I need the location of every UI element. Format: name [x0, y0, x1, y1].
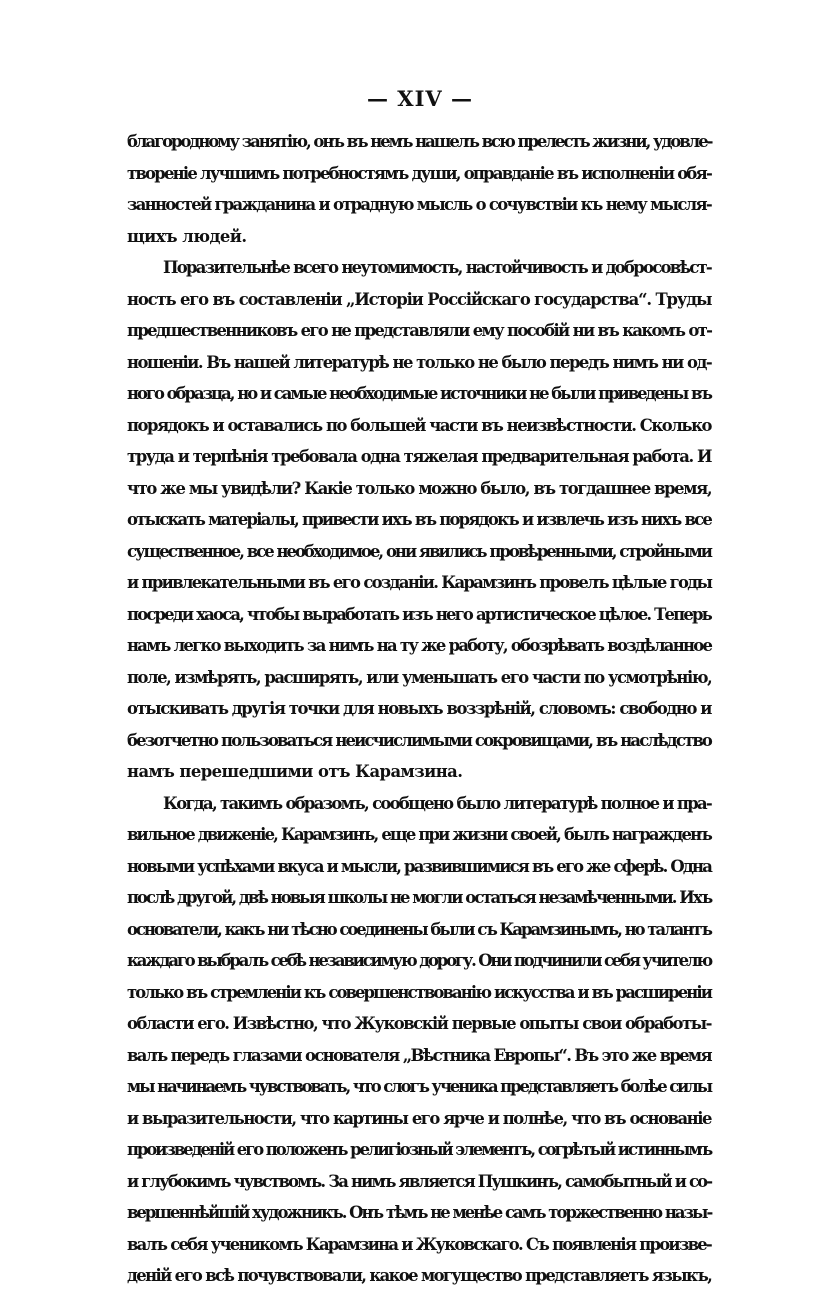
- text-line: порядокъ и оставались по большей части въ неизвѣстности. Сколько: [127, 415, 711, 435]
- text-line: послѣ другой, двѣ новыя школы не могли остаться незамѣченными. Ихъ: [127, 888, 712, 907]
- text-line: занностей гражданина и отрадную мысль о сочувствіи къ нему мысля-: [127, 195, 711, 214]
- text-line: поле, измѣрять, расширять, или уменьшать его части по усмотрѣнію,: [127, 667, 712, 687]
- text-line: вильное движеніе, Карамзинъ, еще при жизни своей, былъ награжденъ: [127, 825, 711, 844]
- text-line: предшественниковъ его не представляли ему пособій ни въ какомъ от-: [127, 321, 712, 340]
- text-line: отыскать матеріалы, привести ихъ въ порядокъ и извлечь изъ нихъ все: [127, 510, 711, 529]
- text-line: ность его въ составленіи „Исторіи Россійскаго государства“. Труды: [127, 289, 712, 309]
- text-line: валъ передъ глазами основателя „Вѣстника Европы“. Въ это же время: [127, 1045, 711, 1065]
- text-line: что же мы увидѣли? Какіе только можно было, въ тогдашнее время,: [127, 478, 712, 498]
- text-line: безотчетно пользоваться неисчислимыми сокровищами, въ наслѣдство: [127, 730, 711, 750]
- text-line: валъ себя ученикомъ Карамзина и Жуковскаго. Съ появленія произве-: [127, 1234, 711, 1254]
- text-line: новыми успѣхами вкуса и мысли, развившимися въ его же сферѣ. Одна: [127, 856, 711, 876]
- text-line: мы начинаемъ чувствовать, что слогъ ученика представляетъ болѣе силы: [127, 1077, 711, 1096]
- paragraph-3: [127, 788, 711, 1292]
- text-line: деній его всѣ почувствовали, какое могущество представляетъ языкъ,: [127, 1266, 712, 1285]
- text-line: посреди хаоса, чтобы выработать изъ него артистическое цѣлое. Теперь: [127, 604, 711, 624]
- text-line: и выразительности, что картины его ярче и полнѣе, что въ основаніе: [127, 1108, 711, 1128]
- text-line: и привлекательными въ его созданіи. Карамзинъ провелъ цѣлые годы: [127, 573, 712, 592]
- text-line: твореніе лучшимъ потребностямъ души, оправданіе въ исполненіи обя-: [127, 163, 711, 183]
- text-line: области его. Извѣстно, что Жуковскій первые опыты свои обработы-: [127, 1014, 711, 1033]
- text-line: существенное, все необходимое, они явились провѣренными, стройными: [127, 541, 711, 561]
- paragraph-2: [127, 252, 711, 788]
- text-line: каждаго выбралъ себѣ независимую дорогу. Они подчинили себя учителю: [127, 951, 711, 970]
- text-line: труда и терпѣнія требовала одна тяжелая предварительная работа. И: [127, 447, 712, 466]
- text-line: отыскивать другія точки для новыхъ воззрѣній, словомъ: свободно и: [127, 699, 711, 718]
- text-line: намъ перешедшими отъ Карамзина.: [127, 762, 463, 781]
- text-line: благородному занятію, онъ въ немъ нашелъ всю прелесть жизни, удовле-: [127, 132, 712, 151]
- body-text: [127, 126, 711, 1292]
- paragraph-1: [127, 126, 711, 252]
- text-line: только въ стремленіи къ совершенствованію искусства и въ расширеніи: [127, 982, 711, 1002]
- text-line: произведеній его положенъ религіозный элементъ, согрѣтый истиннымъ: [127, 1140, 712, 1159]
- text-line: Когда, такимъ образомъ, сообщено было литературѣ полное и пра-: [163, 793, 711, 813]
- page-number: — XIV —: [366, 86, 474, 111]
- text-line: вершеннѣйшій художникъ. Онъ тѣмъ не менѣе самъ торжественно назы-: [127, 1203, 712, 1222]
- text-line: намъ легко выходить за нимъ на ту же работу, обозрѣвать воздѣланное: [127, 636, 712, 655]
- text-line: щихъ людей.: [127, 226, 247, 246]
- text-line: ного образца, но и самые необходимые источники не были приведены въ: [127, 384, 711, 403]
- text-line: ношеніи. Въ нашей литературѣ не только не было передъ нимъ ни од-: [127, 352, 712, 372]
- text-line: Поразительнѣе всего неутомимость, настойчивость и добросовѣст-: [163, 258, 711, 277]
- text-line: и глубокимъ чувствомъ. За нимъ является Пушкинъ, самобытный и со-: [127, 1171, 712, 1191]
- text-line: основатели, какъ ни тѣсно соединены были съ Карамзинымъ, но талантъ: [127, 919, 711, 939]
